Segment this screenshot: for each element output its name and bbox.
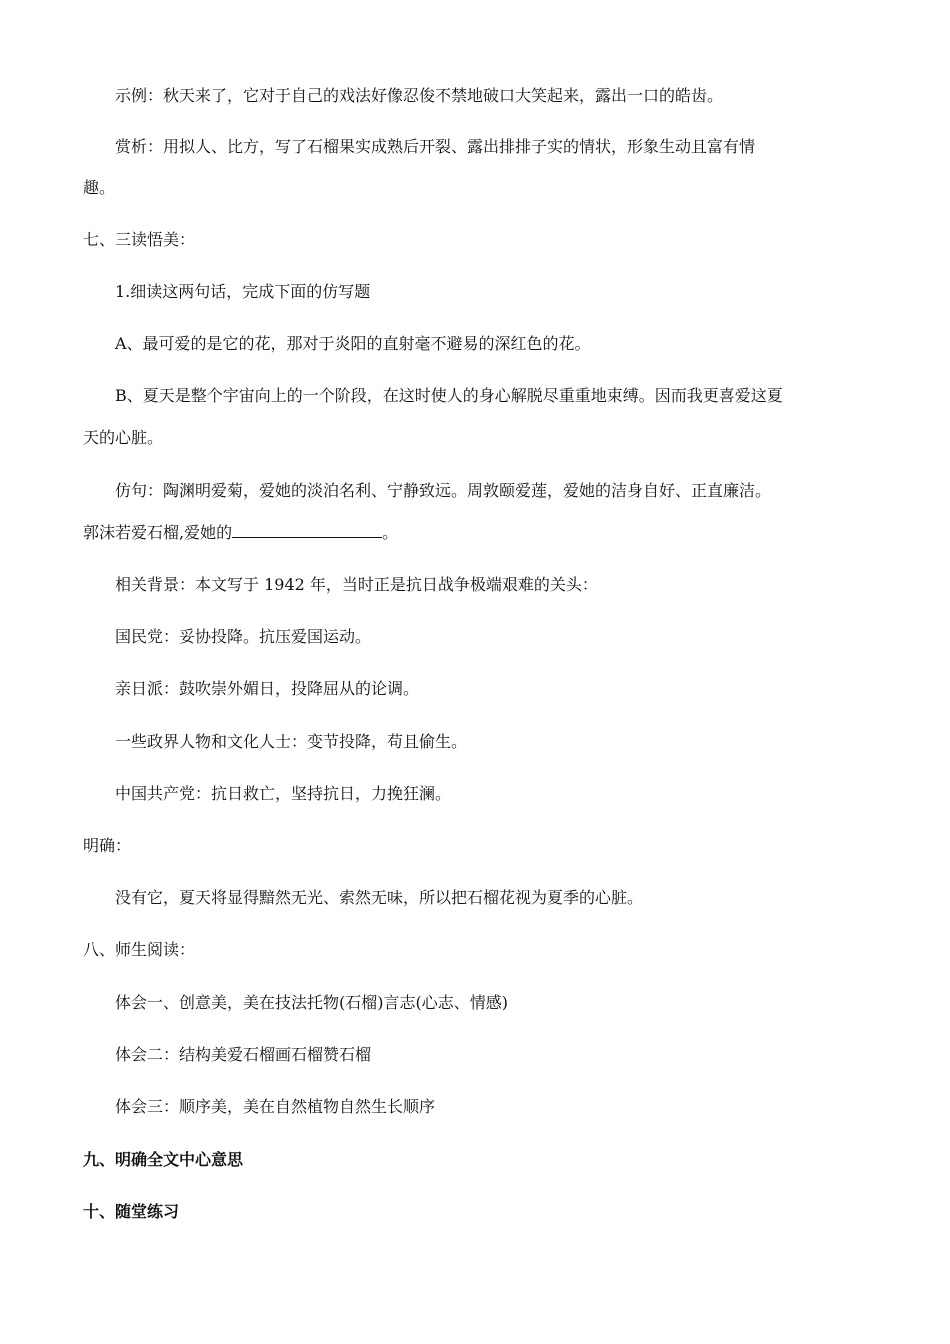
imitation-line-1: 仿句：陶渊明爱菊，爱她的淡泊名利、宁静致远。周敦颐爱莲，爱她的洁身自好、正直廉洁。 [115,481,772,500]
background-line: 相关背景：本文写于 1942 年，当时正是抗日战争极端艰难的关头： [115,575,598,594]
appreciation-line-1: 赏析：用拟人、比方，写了石榴果实成熟后开裂、露出排排子实的情状，形象生动且富有情 [115,137,756,156]
imitation-line-2 [83,520,398,546]
sentence-a: A、最可爱的是它的花，那对于炎阳的直射毫不避易的深红色的花。 [115,334,591,353]
kmt-line: 国民党：妥协投降。抗压爱国运动。 [115,627,372,646]
clarify-text: 没有它，夏天将显得黯然无光、索然无味，所以把石榴花视为夏季的心脏。 [115,888,644,907]
imitation-suffix: 。 [382,523,399,542]
insight-1: 体会一、创意美，美在技法托物(石榴)言志(心志、情感) [115,993,508,1012]
sentence-b-line-1: B、夏天是整个宇宙向上的一个阶段，在这时使人的身心解脱尽重重地束缚。因而我更喜爱这夏 [115,386,783,405]
insight-2: 体会二：结构美爱石榴画石榴赞石榴 [115,1045,372,1064]
section-7-heading: 七、三读悟美： [83,230,196,249]
clarify-label: 明确： [83,836,132,855]
insight-3: 体会三：顺序美，美在自然植物自然生长顺序 [115,1097,436,1116]
appreciation-line-2: 趣。 [83,178,116,197]
ccp-line: 中国共产党：抗日救亡，坚持抗日，力挽狂澜。 [115,784,452,803]
section-9-heading: 九、明确全文中心意思 [83,1150,244,1169]
section-10-heading: 十、随堂练习 [83,1202,180,1221]
section-8-heading: 八、师生阅读： [83,940,196,959]
fill-in-blank[interactable] [232,521,382,538]
imitation-prefix: 郭沫若爱石榴,爱她的 [83,523,233,542]
task-1: 1.细读这两句话，完成下面的仿写题 [115,282,371,301]
figures-line: 一些政界人物和文化人士：变节投降，苟且偷生。 [115,732,468,751]
sentence-b-line-2: 天的心脏。 [83,428,164,447]
pro-japan-line: 亲日派：鼓吹崇外媚日，投降屈从的论调。 [115,679,420,698]
example-line: 示例：秋天来了，它对于自己的戏法好像忍俊不禁地破口大笑起来，露出一口的皓齿。 [115,86,724,105]
